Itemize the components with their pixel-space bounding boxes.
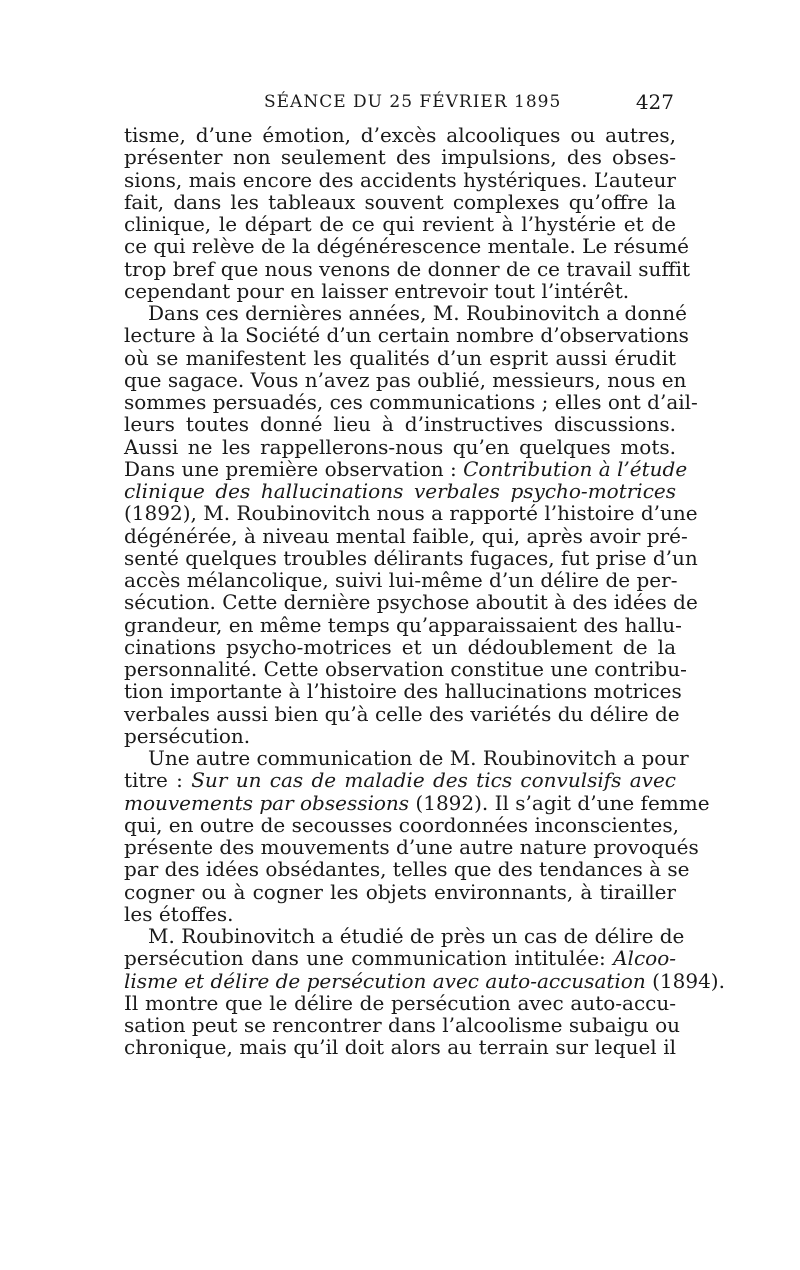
text-line: [124, 769, 676, 791]
text-line: qui, en outre de secousses coordonnées inconscientes,: [124, 812, 679, 837]
body-text: [124, 123, 725, 1060]
text-line: cinations psycho-motrices et un dédoublement de la: [124, 634, 676, 659]
text-line: les étoffes.: [124, 901, 234, 926]
text-line: clinique, le départ de ce qui revient à l’hystérie et de: [124, 212, 676, 236]
text-line: Dans ces dernières années, M. Roubinovitch a donné: [148, 301, 687, 325]
text-line: Il montre que le délire de persécution avec auto-accu-: [124, 990, 676, 1015]
text-segment: (1894).: [645, 968, 725, 993]
text-line: accès mélancolique, suivi lui-même d’un délire de per-: [124, 568, 678, 592]
text-line: ce qui relève de la dégénérescence mentale. Le résumé: [124, 234, 689, 259]
text-line: [124, 947, 676, 969]
running-head: SÉANCE DU 25 FÉVRIER 1895: [264, 92, 562, 112]
text-line: verbales aussi bien qu’à celle des variétés du délire de: [124, 701, 680, 726]
text-segment: Dans une première observation :: [124, 456, 464, 481]
text-line: que sagace. Vous n’avez pas oublié, messieurs, nous en: [124, 367, 687, 392]
text-line: lecture à la Société d’un certain nombre d’observations: [124, 323, 689, 348]
text-segment: (1892). Il s’agit d’une femme: [409, 790, 710, 815]
text-line: grandeur, en même temps qu’apparaissaient des hallu-: [124, 612, 682, 637]
text-line: [124, 480, 676, 502]
text-line: fait, dans les tableaux souvent complexes qu’offre la: [124, 189, 676, 214]
text-line: persécution.: [124, 723, 251, 748]
text-line: Une autre communication de M. Roubinovitch a pour: [148, 746, 689, 770]
text-line: [124, 968, 725, 993]
text-line: tion importante à l’histoire des hallucinations motrices: [124, 679, 682, 704]
italic-title: Sur un cas de maladie des tics convulsifs avec: [191, 768, 676, 793]
text-line: Aussi ne les rappellerons-nous qu’en quelques mots.: [124, 434, 676, 459]
text-line: sions, mais encore des accidents hystériques. L’auteur: [124, 167, 676, 192]
italic-title: Alcoo-: [613, 946, 676, 971]
text-line: par des idées obsédantes, telles que des tendances à se: [124, 857, 690, 882]
text-line: trop bref que nous venons de donner de ce travail suffit: [124, 256, 691, 281]
text-line: sommes persuadés, ces communications ; elles ont d’ail-: [124, 390, 698, 414]
page-number: 427: [635, 90, 674, 114]
page-header: [126, 92, 674, 120]
text-line: sécution. Cette dernière psychose aboutit à des idées de: [124, 590, 698, 615]
text-line: tisme, d’une émotion, d’excès alcooliques ou autres,: [124, 123, 676, 147]
text-line: leurs toutes donné lieu à d’instructives discussions.: [124, 412, 676, 437]
italic-title: Contribution à l’étude: [463, 456, 688, 481]
text-segment: titre :: [124, 768, 192, 793]
text-line: (1892), M. Roubinovitch nous a rapporté l’histoire d’une: [124, 501, 698, 526]
italic-title: mouvements par obsessions: [124, 790, 410, 815]
text-segment: persécution dans une communication intitulée:: [124, 946, 614, 971]
text-line: cependant pour en laisser entrevoir tout l’intérêt.: [124, 278, 630, 303]
text-line: où se manifestent les qualités d’un esprit aussi érudit: [124, 345, 676, 370]
text-line: senté quelques troubles délirants fugaces, fut prise d’un: [124, 545, 698, 570]
text-line: personnalité. Cette observation constitue une contribu-: [124, 657, 687, 681]
text-line: présenter non seulement des impulsions, des obses-: [124, 145, 676, 170]
text-line: chronique, mais qu’il doit alors au terrain sur lequel il: [124, 1035, 676, 1060]
text-line: dégénérée, à niveau mental faible, qui, après avoir pré-: [124, 523, 688, 548]
text-line: présente des mouvements d’une autre nature provoqués: [124, 835, 699, 859]
text-line: M. Roubinovitch a étudié de près un cas de délire de: [148, 924, 685, 948]
text-line: sation peut se rencontrer dans l’alcoolisme subaigu ou: [124, 1013, 681, 1037]
italic-title: clinique des hallucinations verbales psycho-motrices: [124, 479, 676, 503]
text-line: cogner ou à cogner les objets environnants, à tirailler: [124, 879, 676, 904]
text-line: [124, 456, 688, 481]
text-line: [124, 790, 710, 815]
italic-title: lisme et délire de persécution avec auto-accusation: [124, 968, 646, 993]
